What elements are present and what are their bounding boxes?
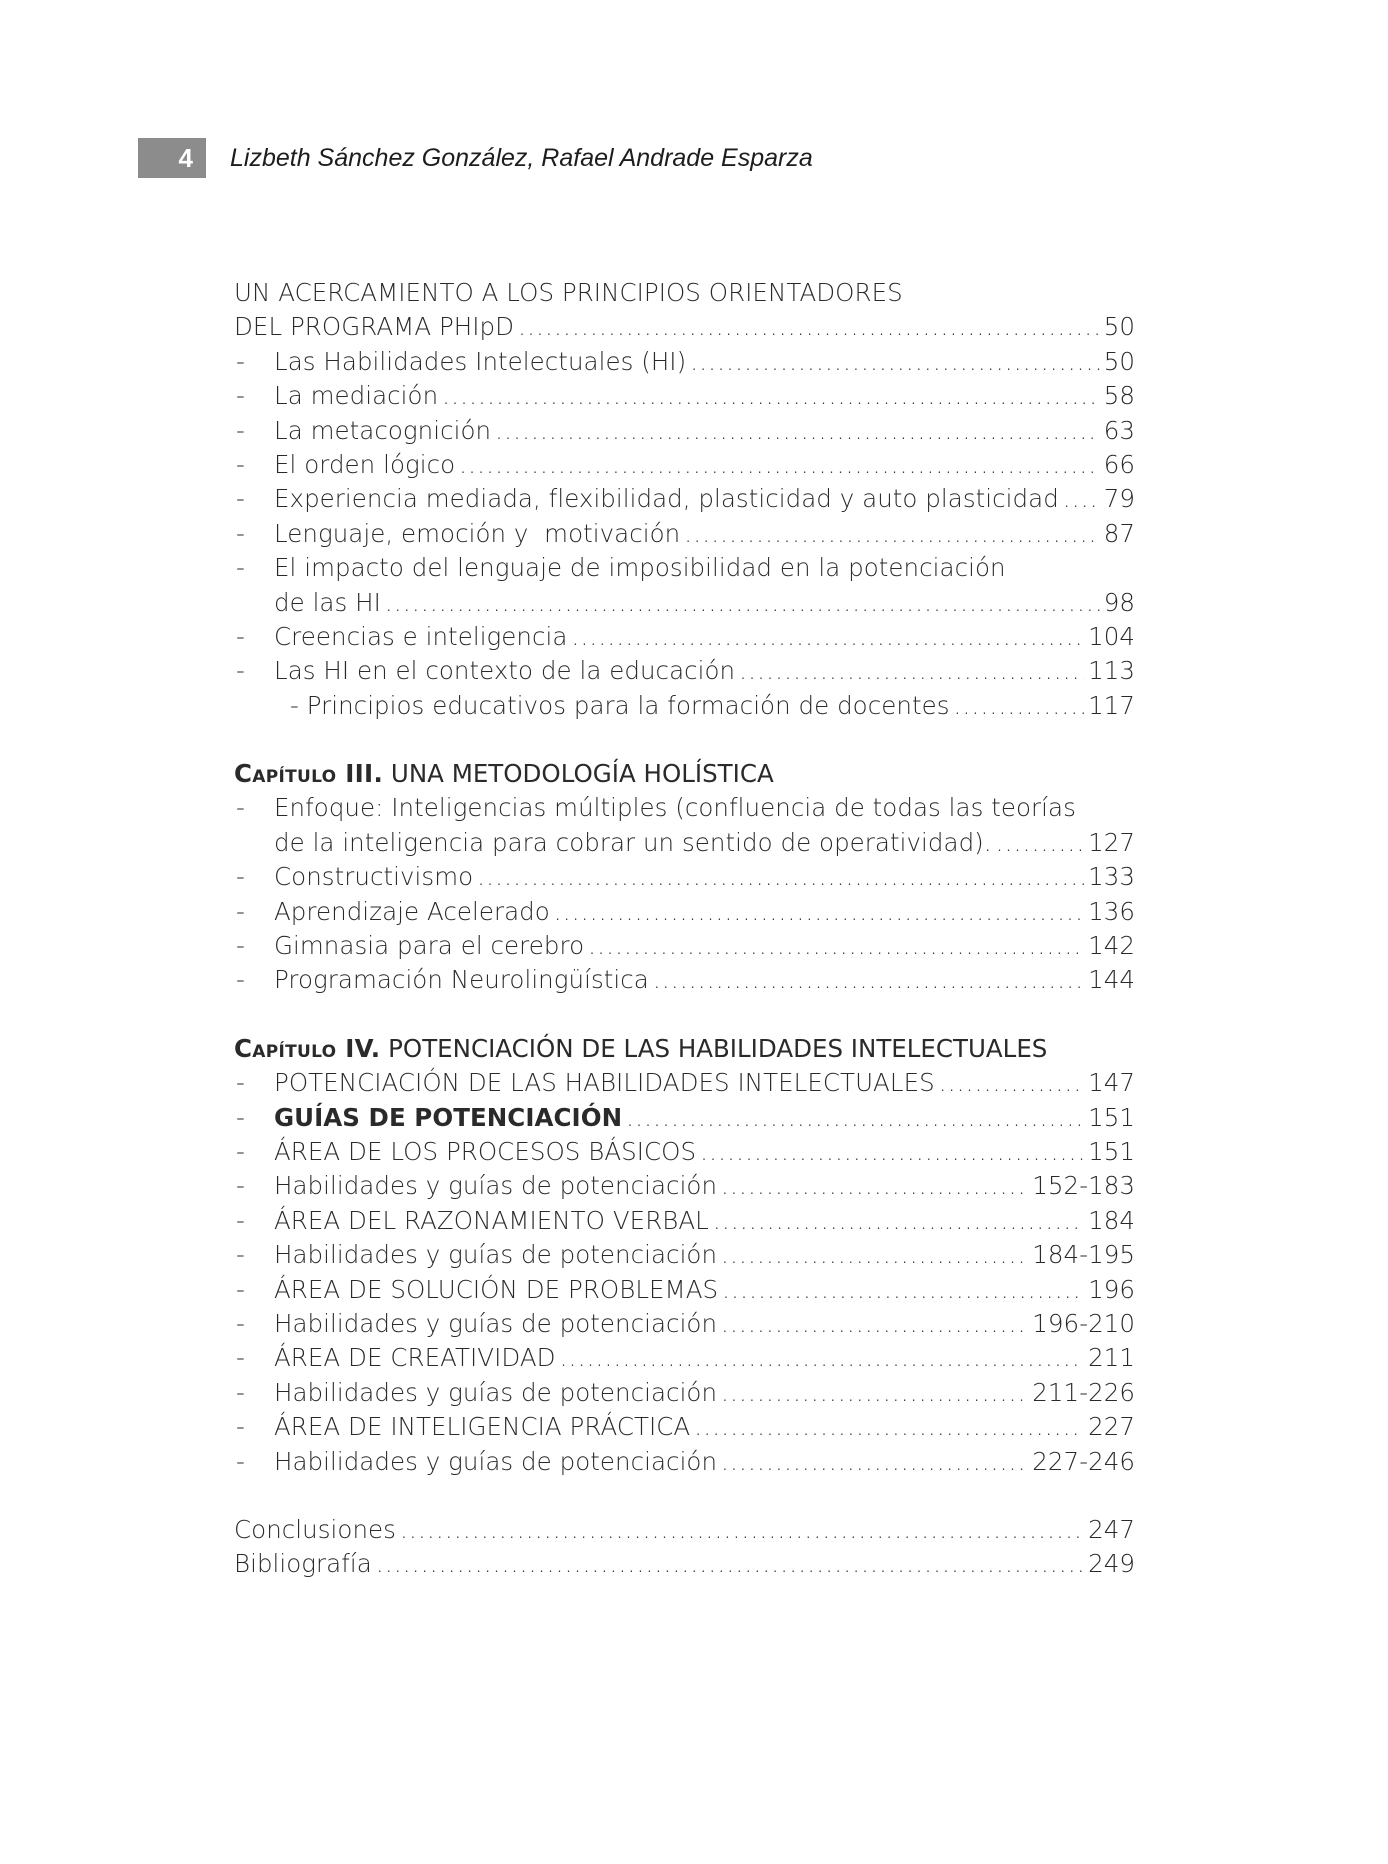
list-dash: - [236, 621, 245, 651]
toc-entry[interactable] [234, 620, 1135, 654]
toc-entry[interactable] [234, 1547, 1135, 1581]
toc-entry-label: Conclusiones [234, 1514, 396, 1544]
list-dash: - [236, 346, 245, 376]
toc-entry[interactable] [234, 963, 1135, 997]
list-dash: - [236, 1240, 245, 1270]
chapter-label: Capítulo IV. [234, 1033, 381, 1063]
leader-dots [588, 929, 1084, 963]
toc-entry-label: ÁREA DE INTELIGENCIA PRÁCTICA [274, 1412, 691, 1442]
leader-dots [554, 895, 1084, 929]
toc-entry-label: Habilidades y guías de potenciación [274, 1308, 718, 1338]
toc-entry-page: 58 [1103, 381, 1135, 411]
toc-entry-label: Programación Neurolingüística [274, 965, 649, 995]
leader-dots [700, 1135, 1084, 1169]
leader-dots [739, 654, 1084, 688]
list-dash: - [236, 553, 245, 583]
list-dash: - [236, 1102, 245, 1132]
toc-entry[interactable] [234, 448, 1135, 482]
leader-dots [1063, 482, 1100, 516]
chapter-heading[interactable] [234, 1032, 1135, 1066]
toc-entry[interactable] [234, 551, 1135, 585]
toc-entry[interactable] [234, 654, 1135, 688]
toc-entry[interactable] [234, 1445, 1135, 1479]
toc-entry[interactable] [234, 1169, 1135, 1203]
toc-entry[interactable] [234, 1341, 1135, 1375]
leader-dots [721, 1307, 1028, 1341]
toc-entry-label: El impacto del lenguaje de imposibilidad en la potenciación [274, 553, 1006, 583]
toc-subentry[interactable] [234, 689, 1135, 723]
leader-dots [477, 860, 1084, 894]
list-dash: - [236, 1446, 245, 1476]
table-of-contents [234, 276, 1135, 1582]
leader-dots [713, 1204, 1084, 1238]
list-dash: - [236, 965, 245, 995]
toc-entry-label: DEL PROGRAMA PHIpD [234, 312, 515, 342]
chapter-label: Capítulo III. [234, 759, 384, 789]
leader-dots [721, 1445, 1028, 1479]
list-dash: - [236, 1068, 245, 1098]
toc-entry-page: 184-195 [1032, 1240, 1135, 1270]
toc-entry[interactable] [234, 482, 1135, 516]
toc-entry-page: 196-210 [1032, 1308, 1135, 1338]
toc-entry[interactable] [234, 310, 1135, 344]
toc-entry-label: Bibliografía [234, 1549, 372, 1579]
toc-entry-label: GUÍAS DE POTENCIACIÓN [274, 1102, 623, 1132]
toc-entry-page: 211-226 [1032, 1377, 1135, 1407]
leader-dots [653, 963, 1084, 997]
toc-entry-page: 227-246 [1032, 1446, 1135, 1476]
list-dash: - [236, 1171, 245, 1201]
toc-entry[interactable] [234, 1273, 1135, 1307]
leader-dots [518, 310, 1100, 344]
toc-entry-page: 117 [1088, 690, 1135, 720]
toc-entry-page: 249 [1088, 1549, 1135, 1579]
toc-entry-page: 50 [1103, 346, 1135, 376]
chapter-title: UNA METODOLOGÍA HOLÍSTICA [383, 759, 774, 789]
toc-entry-page: 247 [1088, 1514, 1135, 1544]
list-dash: - [236, 793, 245, 823]
list-dash: - [236, 931, 245, 961]
leader-dots [721, 1376, 1028, 1410]
list-dash: - [236, 518, 245, 548]
toc-entry[interactable] [234, 379, 1135, 413]
toc-entry-page: 87 [1103, 518, 1135, 548]
toc-entry-page: 127 [1088, 827, 1135, 857]
toc-entry-label: Aprendizaje Acelerado [274, 896, 550, 926]
toc-entry-label: de las HI [274, 587, 381, 617]
toc-entry-page: 63 [1103, 415, 1135, 445]
list-dash: - [236, 656, 245, 686]
chapter-title: POTENCIACIÓN DE LAS HABILIDADES INTELECTUALES [380, 1033, 1048, 1063]
toc-entry-label: El orden lógico [274, 449, 456, 479]
toc-entry-label: Habilidades y guías de potenciación [274, 1171, 718, 1201]
toc-entry-page: 79 [1103, 484, 1135, 514]
toc-entry[interactable] [234, 929, 1135, 963]
running-head [138, 138, 813, 178]
toc-entry[interactable] [234, 1307, 1135, 1341]
toc-entry-label: Las HI en el contexto de la educación [274, 656, 736, 686]
toc-entry-continuation[interactable] [234, 826, 1135, 860]
list-dash: - [236, 449, 245, 479]
leader-dots [721, 1169, 1028, 1203]
toc-entry-label: ÁREA DE SOLUCIÓN DE PROBLEMAS [274, 1274, 719, 1304]
toc-entry-label: Habilidades y guías de potenciación [274, 1240, 718, 1270]
toc-entry-label: de la inteligencia para cobrar un sentido de operatividad). [274, 827, 992, 857]
toc-entry-page: 196 [1088, 1274, 1135, 1304]
page-number: 4 [138, 138, 206, 178]
leader-dots [385, 586, 1100, 620]
toc-entry-page: 98 [1103, 587, 1135, 617]
toc-entry[interactable] [234, 791, 1135, 825]
toc-entry-page: 227 [1088, 1412, 1135, 1442]
leader-dots [684, 517, 1099, 551]
toc-entry-label: Las Habilidades Intelectuales (HI) [274, 346, 687, 376]
list-dash: - [236, 484, 245, 514]
toc-entry-page: 50 [1103, 312, 1135, 342]
toc-entry-label: Habilidades y guías de potenciación [274, 1446, 718, 1476]
leader-dots [694, 1410, 1084, 1444]
chapter-heading[interactable] [234, 757, 1135, 791]
toc-entry-page: 151 [1088, 1136, 1135, 1166]
toc-entry-label: Habilidades y guías de potenciación [274, 1377, 718, 1407]
running-head-authors: Lizbeth Sánchez González, Rafael Andrade Esparza [230, 143, 813, 172]
toc-entry[interactable] [234, 1238, 1135, 1272]
toc-entry-page: 211 [1088, 1343, 1135, 1373]
toc-entry[interactable] [234, 1410, 1135, 1444]
toc-entry[interactable] [234, 1204, 1135, 1238]
leader-dots [690, 345, 1100, 379]
leader-dots [722, 1273, 1084, 1307]
leader-dots [560, 1341, 1084, 1375]
toc-entry-label: POTENCIACIÓN DE LAS HABILIDADES INTELECTUALES [274, 1068, 935, 1098]
list-dash: - [236, 381, 245, 411]
leader-dots [571, 620, 1084, 654]
toc-entry-label: Experiencia mediada, flexibilidad, plasticidad y auto plasticidad [274, 484, 1059, 514]
toc-entry[interactable] [234, 1376, 1135, 1410]
list-dash: - [236, 415, 245, 445]
toc-entry-page: 66 [1103, 449, 1135, 479]
leader-dots [996, 826, 1084, 860]
toc-entry-page: 151 [1088, 1102, 1135, 1132]
toc-entry-page: 152-183 [1032, 1171, 1135, 1201]
toc-entry-label: ÁREA DEL RAZONAMIENTO VERBAL [274, 1205, 709, 1235]
toc-section-title [234, 276, 1135, 310]
list-dash: - [236, 1274, 245, 1304]
list-dash: - [236, 1412, 245, 1442]
toc-entry-label: Creencias e inteligencia [274, 621, 568, 651]
leader-dots [939, 1066, 1084, 1100]
toc-entry-continuation[interactable] [234, 586, 1135, 620]
toc-entry-page: 136 [1088, 896, 1135, 926]
toc-entry-page: 113 [1088, 656, 1135, 686]
toc-entry-label: Constructivismo [274, 862, 474, 892]
list-dash: - [236, 896, 245, 926]
toc-entry[interactable] [234, 1066, 1135, 1100]
toc-entry-label: Enfoque: Inteligencias múltiples (confluencia de todas las teorías [274, 793, 1076, 823]
leader-dots [376, 1547, 1084, 1581]
toc-entry[interactable] [234, 1135, 1135, 1169]
toc-entry-label: - Principios educativos para la formación de docentes [290, 690, 950, 720]
list-dash: - [236, 1136, 245, 1166]
toc-section-title-line1: UN ACERCAMIENTO A LOS PRINCIPIOS ORIENTADORES [234, 278, 903, 307]
leader-dots [626, 1101, 1084, 1135]
leader-dots [495, 414, 1100, 448]
list-dash: - [236, 1377, 245, 1407]
toc-entry[interactable] [234, 414, 1135, 448]
toc-entry-page: 142 [1088, 931, 1135, 961]
leader-dots [954, 689, 1085, 723]
toc-entry-page: 133 [1088, 862, 1135, 892]
toc-entry-label: ÁREA DE LOS PROCESOS BÁSICOS [274, 1136, 697, 1166]
toc-entry[interactable] [234, 895, 1135, 929]
list-dash: - [236, 862, 245, 892]
toc-entry[interactable] [234, 860, 1135, 894]
toc-entry-label: La metacognición [274, 415, 492, 445]
list-dash: - [236, 1343, 245, 1373]
toc-entry[interactable] [234, 345, 1135, 379]
toc-entry-label: ÁREA DE CREATIVIDAD [274, 1343, 556, 1373]
toc-entry-page: 104 [1088, 621, 1135, 651]
toc-entry-label: Lenguaje, emoción y motivación [274, 518, 681, 548]
leader-dots [400, 1513, 1084, 1547]
toc-entry-page: 144 [1088, 965, 1135, 995]
leader-dots [442, 379, 1100, 413]
toc-entry[interactable] [234, 1513, 1135, 1547]
leader-dots [721, 1238, 1028, 1272]
toc-entry-label: Gimnasia para el cerebro [274, 931, 585, 961]
list-dash: - [236, 1205, 245, 1235]
toc-entry-page: 184 [1088, 1205, 1135, 1235]
toc-entry-page: 147 [1088, 1068, 1135, 1098]
leader-dots [459, 448, 1100, 482]
list-dash: - [236, 1308, 245, 1338]
toc-entry[interactable] [234, 1101, 1135, 1135]
toc-entry-label: La mediación [274, 381, 439, 411]
toc-entry[interactable] [234, 517, 1135, 551]
